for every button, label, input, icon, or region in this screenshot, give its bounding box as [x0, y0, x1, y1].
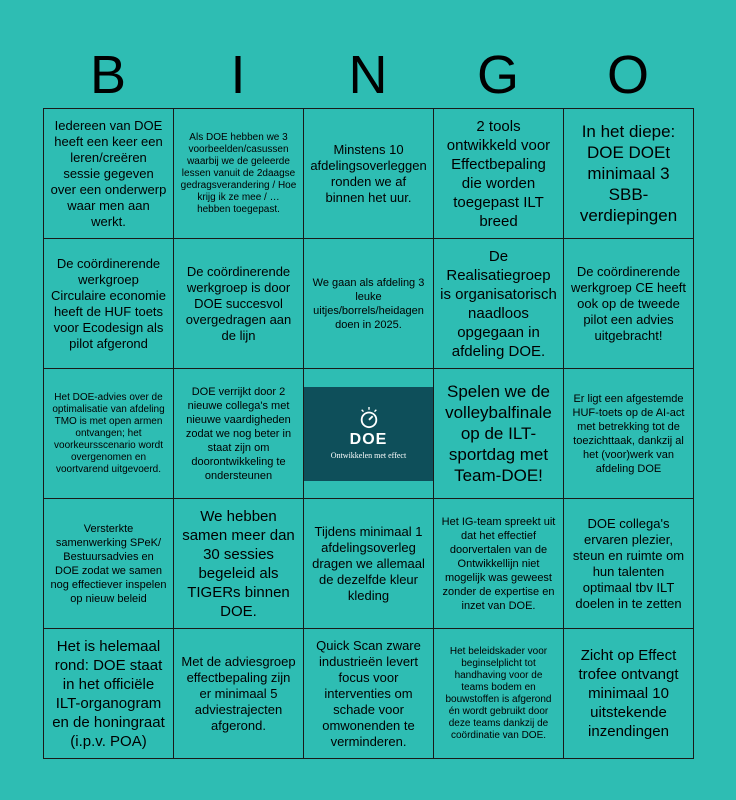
cell-text: Met de adviesgroep effectbepaling zijn er minimaal 5 adviestrajecten afgerond. — [181, 653, 296, 733]
cell-text: Quick Scan zware industrieën levert focus voor interventies om schade voor omwonenden te verminderen. — [316, 637, 421, 749]
bingo-cell[interactable] — [303, 498, 433, 628]
cell-text: De coördinerende werkgroep Circulaire economie heeft de HUF toets voor Ecodesign als pilot afgerond — [51, 255, 166, 351]
bingo-cell[interactable] — [563, 498, 693, 628]
cell-text: Het beleidskader voor beginselplicht tot handhaving voor de teams bodem en bouwstoffen is afgerond én wordt gebruikt door deze teams dankzij de coördinatie van DOE. — [445, 645, 552, 741]
cell-text: Minstens 10 afdelingsoverleggen ronden we af binnen het uur. — [310, 141, 427, 205]
cell-text: DOE verrijkt door 2 nieuwe collega's met nieuwe vaardigheden zodat we nog beter in staat zijn om doorontwikkeling te ondersteunen — [185, 385, 292, 482]
bingo-cell[interactable] — [173, 498, 303, 628]
bingo-cell[interactable] — [303, 238, 433, 368]
bingo-cell[interactable] — [433, 498, 563, 628]
bingo-cell[interactable] — [303, 108, 433, 238]
logo-tagline: Ontwikkelen met effect — [330, 451, 407, 460]
bingo-cell[interactable] — [303, 628, 433, 758]
cell-text: De coördinerende werkgroep is door DOE succesvol overgedragen aan de lijn — [185, 263, 292, 343]
bingo-cell[interactable] — [173, 108, 303, 238]
cell-text: Iedereen van DOE heeft een keer een leren/creëren sessie gegeven over een onderwerp waar men aan werkt. — [50, 117, 167, 229]
cell-text: Als DOE hebben we 3 voorbeelden/casussen waarbij we de geleerde lessen vanuit de 2daagse gedragsverandering / Hoe krijg ik ze mee / … hebben toegepast. — [180, 131, 297, 215]
bingo-cell[interactable] — [173, 368, 303, 498]
doe-logo — [304, 387, 433, 481]
cell-text: Zicht op Effect trofee ontvangt minimaal 10 uitstekende inzendingen — [578, 647, 679, 740]
bingo-cell[interactable] — [43, 238, 173, 368]
bingo-cell[interactable] — [43, 628, 173, 758]
bingo-cell[interactable] — [433, 628, 563, 758]
title-letter-o: O — [606, 45, 649, 105]
bingo-cell[interactable] — [173, 628, 303, 758]
bingo-title — [43, 44, 693, 106]
cell-text: DOE collega's ervaren plezier, steun en ruimte om hun talenten optimaal tbv ILT doelen in te zetten — [572, 515, 685, 611]
title-letter-i: I — [230, 45, 246, 105]
bingo-cell[interactable] — [433, 368, 563, 498]
cell-text: Het is helemaal rond: DOE staat in het officiële ILT-organogram en de honingraat (i.p.v. POA) — [52, 637, 165, 750]
title-letter-b: B — [89, 45, 127, 105]
bingo-cell[interactable] — [563, 108, 693, 238]
cell-text: Spelen we de volleybalfinale op de ILT-sportdag met Team-DOE! — [445, 382, 552, 485]
bingo-cell[interactable] — [563, 368, 693, 498]
bingo-cell[interactable] — [43, 108, 173, 238]
bingo-cell[interactable] — [563, 238, 693, 368]
cell-text: We gaan als afdeling 3 leuke uitjes/borrels/heidagen doen in 2025. — [312, 276, 425, 331]
cell-text: 2 tools ontwikkeld voor Effectbepaling die worden toegepast ILT breed — [446, 117, 551, 230]
cell-text: We hebben samen meer dan 30 sessies begeleid als TIGERs binnen DOE. — [182, 507, 295, 620]
cell-text: De Realisatiegroep is organisatorisch naadloos opgegaan in afdeling DOE. — [440, 247, 557, 360]
cell-text: Het IG-team spreekt uit dat het effectief doorvertalen van de Ontwikkellijn niet mogelijk was geweest zonder de expertise en inzet van DOE. — [441, 515, 556, 612]
bingo-cell[interactable] — [173, 238, 303, 368]
bingo-cell[interactable] — [43, 498, 173, 628]
cell-text: Tijdens minimaal 1 afdelingsoverleg dragen we allemaal de dezelfde kleur kleding — [312, 523, 425, 603]
bingo-cell[interactable] — [43, 368, 173, 498]
cell-text: In het diepe: DOE DOEt minimaal 3 SBB-verdiepingen — [579, 122, 678, 225]
cell-text: Er ligt een afgestemde HUF-toets op de AI-act met betrekking tot de toezichttaak, dankzij al het (voor)werk van afdeling DOE — [572, 392, 685, 475]
free-space-cell[interactable] — [303, 368, 433, 498]
bingo-cell[interactable] — [433, 108, 563, 238]
bingo-cell[interactable] — [563, 628, 693, 758]
cell-text: De coördinerende werkgroep CE heeft ook op de tweede pilot een advies uitgebracht! — [571, 263, 686, 343]
cell-text: Het DOE-advies over de optimalisatie van afdeling TMO is met open armen ontvangen; het voorkeursscenario wordt overgenomen en voortvarend uitgevoerd. — [52, 391, 165, 475]
cell-text: Versterkte samenwerking SPeK/ Bestuursadvies en DOE zodat we samen nog effectiever inspelen op nieuw beleid — [50, 522, 167, 605]
bingo-cell[interactable] — [433, 238, 563, 368]
bingo-grid — [43, 108, 694, 759]
gauge-icon — [358, 407, 380, 429]
title-letter-g: G — [476, 45, 519, 105]
logo-name: DOE — [349, 431, 388, 448]
title-letter-n: N — [348, 45, 388, 105]
